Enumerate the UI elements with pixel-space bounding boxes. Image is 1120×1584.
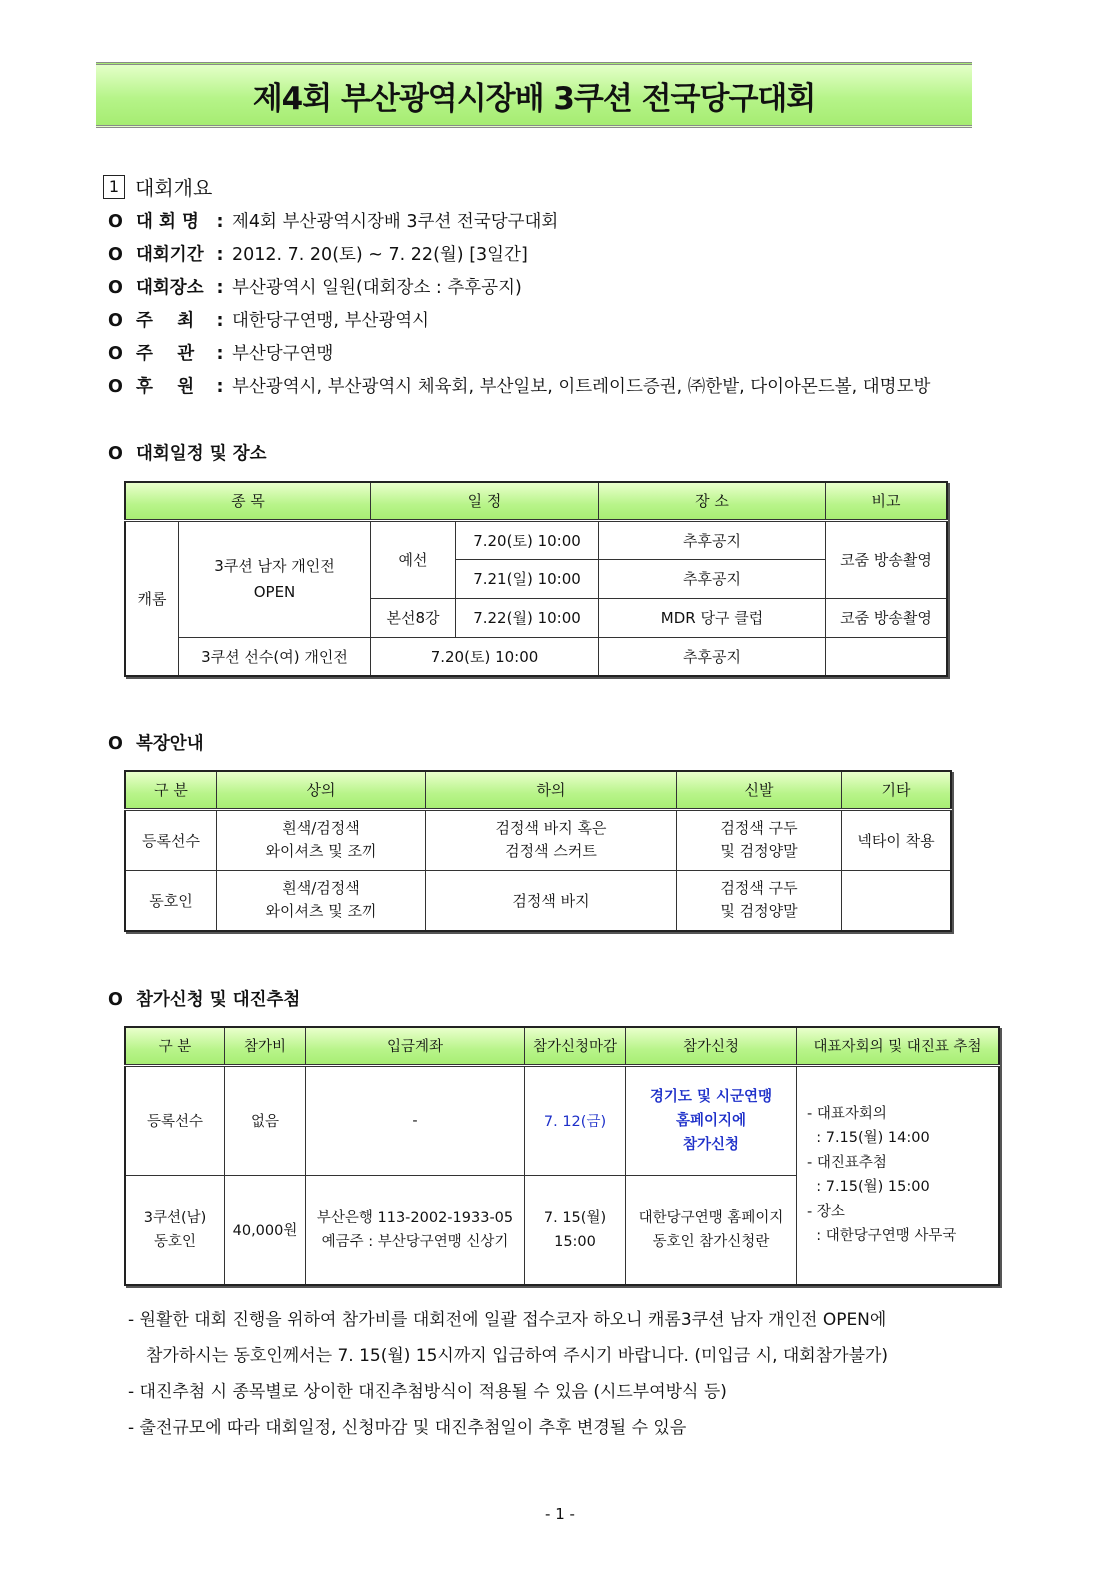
place-cell: 추후공지: [599, 559, 826, 598]
note-line: - 대진추첨 시 종목별로 상이한 대진추첨방식이 적용될 수 있음 (시드부여방식 등): [128, 1382, 727, 1402]
header-cell: 상의: [217, 771, 426, 809]
header-cell: 구 분: [125, 771, 217, 809]
table-cell: 3쿠션(남) 동호인: [125, 1175, 225, 1285]
overview-label: 대회기간: [136, 245, 204, 265]
overview-value: 제4회 부산광역시장배 3쿠션 전국당구대회: [232, 212, 559, 232]
table-header-row: [125, 1027, 999, 1065]
table-cell: 검정색 구두 및 검정양말: [677, 809, 842, 870]
header-cell: 참가신청마감: [525, 1027, 626, 1065]
section-heading: [103, 172, 212, 201]
place-cell: 추후공지: [599, 637, 826, 676]
apply-cell: 경기도 및 시군연맹 홈페이지에 참가신청: [626, 1065, 797, 1175]
note-cell: 코줌 방송촬영: [826, 520, 948, 598]
category-cell: 캐롬: [125, 520, 179, 676]
header-cell: 대표자회의 및 대진표 추첨: [797, 1027, 1000, 1065]
date-cell: 7.20(토) 10:00: [456, 520, 599, 559]
overview-item: [108, 305, 930, 338]
round-cell: 본선8강: [371, 598, 456, 637]
colon: :: [216, 377, 224, 397]
table-cell: 동호인: [125, 870, 217, 931]
event-cell: 3쿠션 선수(여) 개인전: [179, 637, 371, 676]
page-title: 제4회 부산광역시장배 3쿠션 전국당구대회: [252, 80, 816, 117]
overview-label: 대 회 명: [136, 212, 199, 232]
overview-item: [108, 371, 930, 404]
header-cell: 하의: [426, 771, 677, 809]
title-banner: [96, 62, 972, 128]
bullet-circle: O: [108, 990, 123, 1010]
dress-heading-text: 복장안내: [136, 734, 204, 754]
table-row: [125, 870, 951, 931]
overview-label: 대회장소: [136, 278, 204, 298]
deadline-cell: 7. 15(월) 15:00: [525, 1175, 626, 1285]
bullet-circle: O: [108, 278, 123, 298]
colon: :: [216, 344, 224, 364]
place-cell: 추후공지: [599, 520, 826, 559]
bullet-circle: O: [108, 311, 123, 331]
table-cell: 검정색 구두 및 검정양말: [677, 870, 842, 931]
header-cell: 장 소: [599, 482, 826, 520]
overview-value: 2012. 7. 20(토) ~ 7. 22(월) [3일간]: [232, 245, 528, 265]
colon: :: [216, 311, 224, 331]
registration-heading-text: 참가신청 및 대진추첨: [136, 990, 301, 1010]
table-row: [125, 637, 947, 676]
header-cell: 입금계좌: [306, 1027, 525, 1065]
meeting-cell: - 대표자회의 : 7.15(월) 14:00 - 대진표추첨 : 7.15(월) 15:00 - 장소 : 대한당구연맹 사무국: [797, 1065, 1000, 1285]
colon: :: [216, 245, 224, 265]
note-line: - 출전규모에 따라 대회일정, 신청마감 및 대진추첨일이 추후 변경될 수 있음: [128, 1418, 687, 1438]
bullet-circle: O: [108, 245, 123, 265]
table-header-row: [125, 771, 951, 809]
schedule-heading: [108, 440, 267, 465]
overview-label: 후 원: [136, 377, 195, 397]
date-cell: 7.22(월) 10:00: [456, 598, 599, 637]
header-cell: 기타: [842, 771, 952, 809]
round-cell: 예선: [371, 520, 456, 598]
table-header-row: [125, 482, 947, 520]
overview-value: 부산당구연맹: [232, 344, 334, 364]
note-line: - 원활한 대회 진행을 위하여 참가비를 대회전에 일괄 접수코자 하오니 캐롬3쿠션 남자 개인전 OPEN에: [128, 1310, 887, 1330]
overview-item: [108, 206, 930, 239]
section-number: 1: [103, 175, 125, 199]
overview-label: 주 관: [136, 344, 195, 364]
section-title: 대회개요: [135, 176, 213, 200]
note-cell: [826, 637, 948, 676]
header-cell: 구 분: [125, 1027, 225, 1065]
table-cell: 등록선수: [125, 809, 217, 870]
table-row: [125, 1065, 999, 1175]
header-cell: 참가신청: [626, 1027, 797, 1065]
overview-value: 부산광역시, 부산광역시 체육회, 부산일보, 이트레이드증권, ㈜한밭, 다이아몬드볼, 대명모방: [232, 377, 931, 397]
colon: :: [216, 212, 224, 232]
bullet-circle: O: [108, 377, 123, 397]
table-cell: [842, 870, 952, 931]
page-number: - 1 -: [545, 1505, 575, 1523]
header-cell: 일 정: [371, 482, 599, 520]
table-cell: 부산은행 113-2002-1933-05 예금주 : 부산당구연맹 신상기: [306, 1175, 525, 1285]
table-cell: -: [306, 1065, 525, 1175]
bullet-circle: O: [108, 212, 123, 232]
table-row: [125, 809, 951, 870]
registration-table: [124, 1026, 1000, 1286]
overview-list: [108, 206, 930, 404]
date-cell: 7.21(일) 10:00: [456, 559, 599, 598]
bullet-circle: O: [108, 734, 123, 754]
apply-cell: 대한당구연맹 홈페이지 동호인 참가신청란: [626, 1175, 797, 1285]
schedule-table: [124, 481, 948, 677]
overview-value: 대한당구연맹, 부산광역시: [232, 311, 430, 331]
overview-item: [108, 272, 930, 305]
event-cell: 3쿠션 남자 개인전 OPEN: [179, 520, 371, 637]
bullet-circle: O: [108, 344, 123, 364]
date-cell: 7.20(토) 10:00: [371, 637, 599, 676]
bullet-circle: O: [108, 444, 123, 464]
table-row: [125, 520, 947, 559]
deadline-cell: 7. 12(금): [525, 1065, 626, 1175]
place-cell: MDR 당구 클럽: [599, 598, 826, 637]
overview-item: [108, 338, 930, 371]
dress-table: [124, 770, 952, 932]
table-cell: 없음: [225, 1065, 306, 1175]
table-cell: 등록선수: [125, 1065, 225, 1175]
header-cell: 비고: [826, 482, 948, 520]
notes: [128, 1302, 888, 1446]
colon: :: [216, 278, 224, 298]
header-cell: 종 목: [125, 482, 371, 520]
table-cell: 검정색 바지 혹은 검정색 스커트: [426, 809, 677, 870]
table-cell: 흰색/검정색 와이셔츠 및 조끼: [217, 870, 426, 931]
table-cell: 40,000원: [225, 1175, 306, 1285]
note-line: 참가하시는 동호인께서는 7. 15(월) 15시까지 입금하여 주시기 바랍니다. (미입금 시, 대회참가불가): [146, 1346, 889, 1366]
overview-value: 부산광역시 일원(대회장소 : 추후공지): [232, 278, 522, 298]
overview-item: [108, 239, 930, 272]
note-cell: 코줌 방송촬영: [826, 598, 948, 637]
table-cell: 넥타이 착용: [842, 809, 952, 870]
schedule-heading-text: 대회일정 및 장소: [136, 444, 267, 464]
registration-heading: [108, 986, 300, 1011]
dress-heading: [108, 730, 204, 755]
overview-label: 주 최: [136, 311, 195, 331]
header-cell: 신발: [677, 771, 842, 809]
table-cell: 흰색/검정색 와이셔츠 및 조끼: [217, 809, 426, 870]
header-cell: 참가비: [225, 1027, 306, 1065]
table-cell: 검정색 바지: [426, 870, 677, 931]
